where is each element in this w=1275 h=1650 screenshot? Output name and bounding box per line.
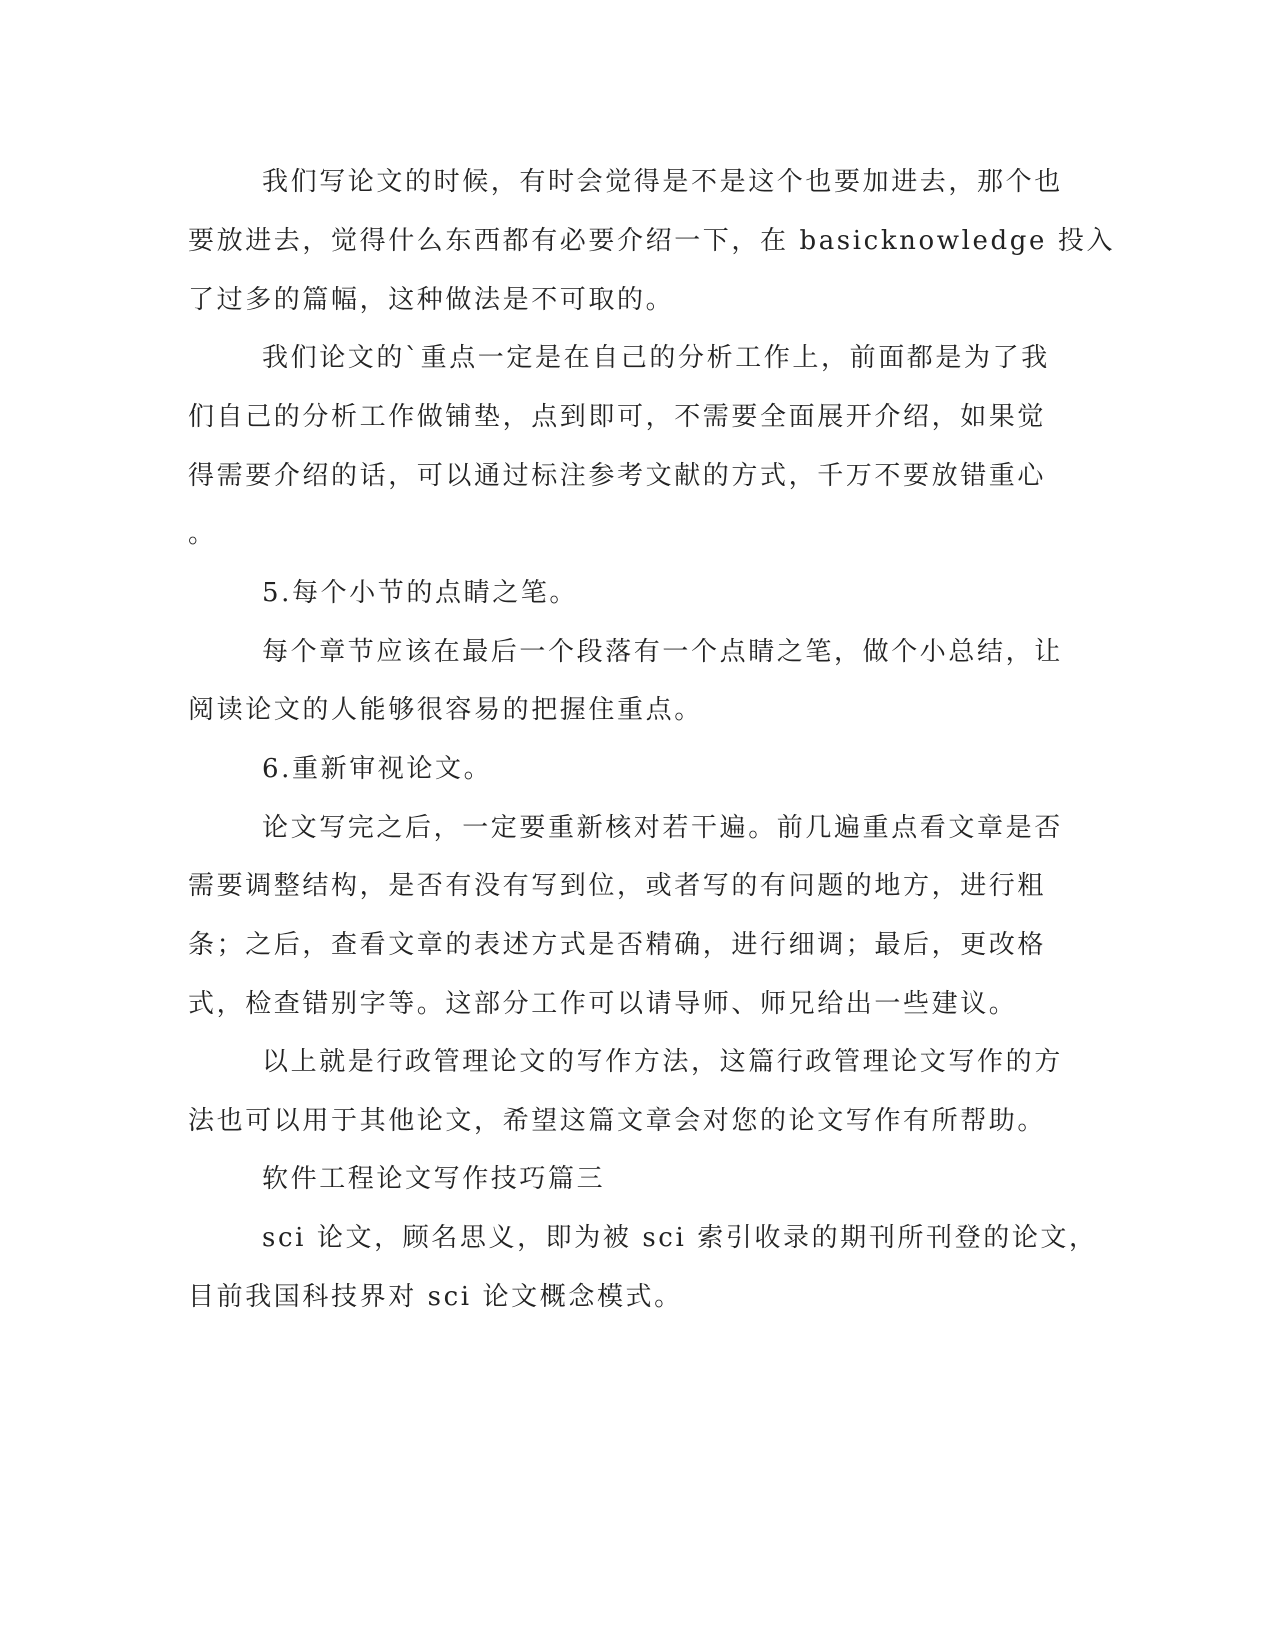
text-line: 。 bbox=[188, 519, 217, 549]
section-heading: 6.重新审视论文。 bbox=[262, 754, 493, 784]
text-line: 论文写完之后，一定要重新核对若干遍。前几遍重点看文章是否 bbox=[262, 813, 1063, 843]
text-line: 法也可以用于其他论文，希望这篇文章会对您的论文写作有所帮助。 bbox=[188, 1106, 1047, 1136]
text-line: 们自己的分析工作做铺垫，点到即可，不需要全面展开介绍，如果觉 bbox=[188, 402, 1047, 432]
text-line: 目前我国科技界对 sci 论文概念模式。 bbox=[188, 1282, 683, 1312]
text-line: 条；之后，查看文章的表述方式是否精确，进行细调；最后，更改格 bbox=[188, 930, 1047, 960]
text-line: 需要调整结构，是否有没有写到位，或者写的有问题的地方，进行粗 bbox=[188, 871, 1047, 901]
text-line: 我们写论文的时候，有时会觉得是不是这个也要加进去，那个也 bbox=[262, 167, 1063, 197]
text-line: 每个章节应该在最后一个段落有一个点睛之笔，做个小总结，让 bbox=[262, 637, 1063, 667]
text-line: 式，检查错别字等。这部分工作可以请导师、师兄给出一些建议。 bbox=[188, 989, 1018, 1019]
text-line: 以上就是行政管理论文的写作方法，这篇行政管理论文写作的方 bbox=[262, 1047, 1063, 1077]
text-line: sci 论文，顾名思义，即为被 sci 索引收录的期刊所刊登的论文， bbox=[262, 1223, 1098, 1253]
text-line: 得需要介绍的话，可以通过标注参考文献的方式，千万不要放错重心 bbox=[188, 461, 1047, 491]
section-heading: 软件工程论文写作技巧篇三 bbox=[262, 1164, 606, 1194]
text-line: 了过多的篇幅，这种做法是不可取的。 bbox=[188, 285, 675, 315]
section-heading: 5.每个小节的点睛之笔。 bbox=[262, 578, 579, 608]
text-line: 阅读论文的人能够很容易的把握住重点。 bbox=[188, 695, 703, 725]
text-line: 我们论文的`重点一定是在自己的分析工作上，前面都是为了我 bbox=[262, 343, 1050, 373]
text-line: 要放进去，觉得什么东西都有必要介绍一下，在 basicknowledge 投入 bbox=[188, 226, 1116, 256]
